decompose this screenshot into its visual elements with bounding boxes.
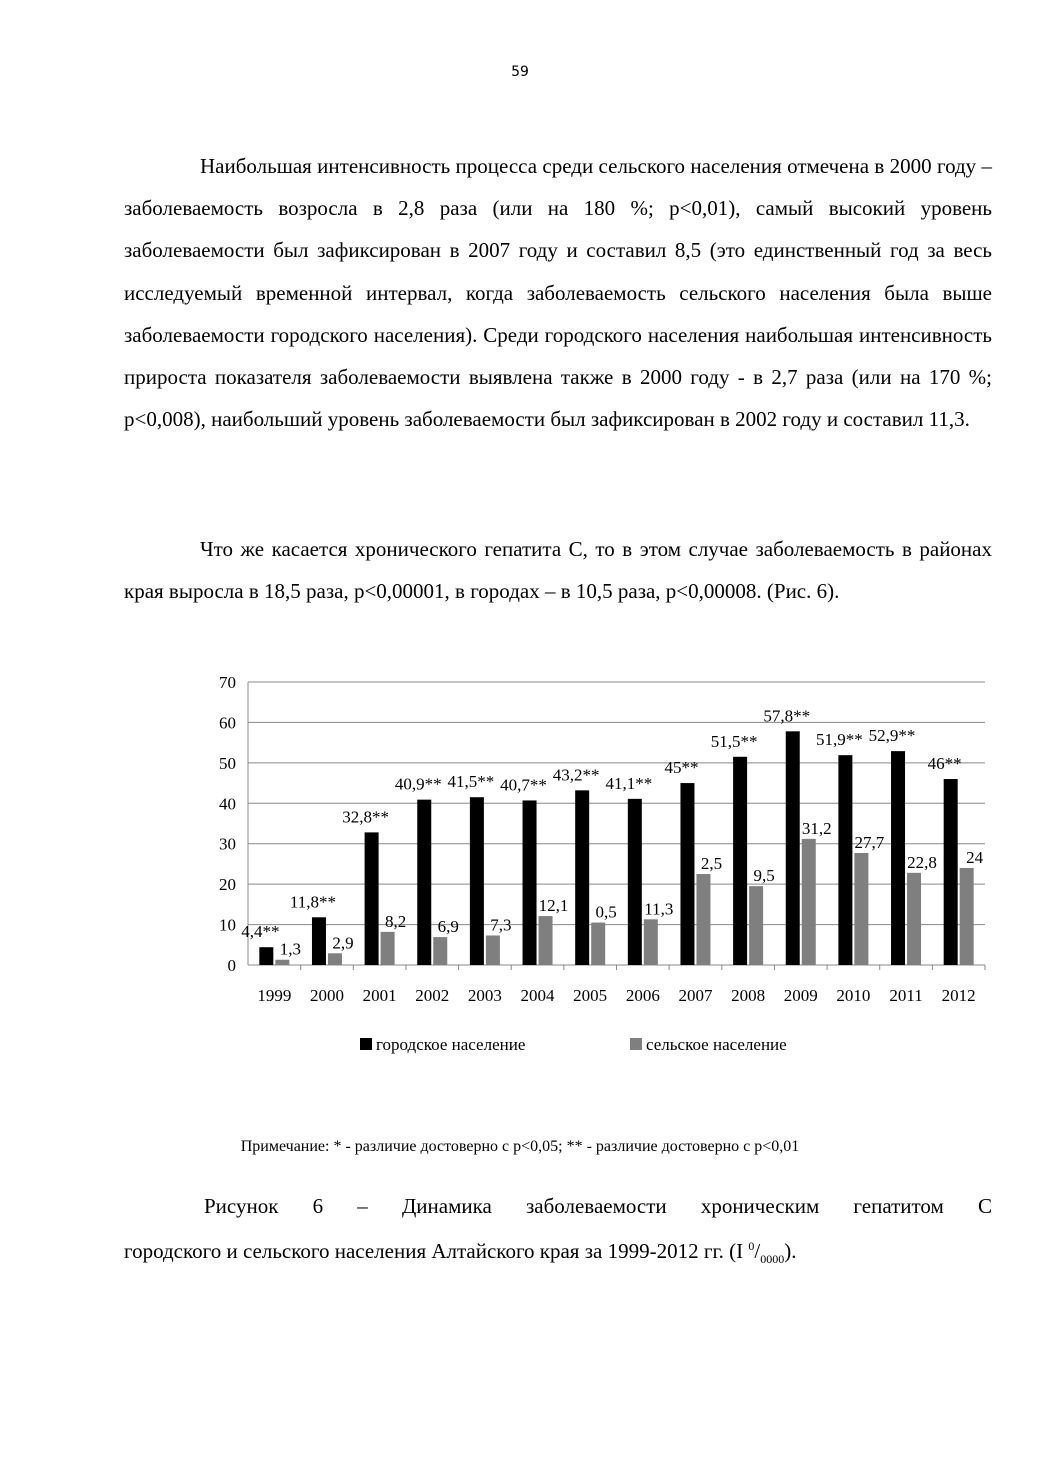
y-tick-label-50: 50 xyxy=(219,753,236,773)
x-tick-label-2006: 2006 xyxy=(625,986,660,1005)
caption-sub: 0000 xyxy=(760,1252,785,1267)
bar-urban-2003 xyxy=(470,797,484,965)
data-label-urban-2012: 46** xyxy=(927,754,962,774)
x-tick-label-2000: 2000 xyxy=(309,986,344,1005)
bar-urban-1999 xyxy=(259,947,273,965)
data-label-urban-2001: 32,8** xyxy=(342,807,389,827)
data-label-rural-2011: 22,8 xyxy=(907,852,937,872)
y-tick-label-20: 20 xyxy=(219,875,236,895)
data-label-urban-2003: 41,5** xyxy=(447,772,495,792)
data-label-rural-2005: 0,5 xyxy=(595,902,617,922)
bar-rural-2003 xyxy=(486,935,500,965)
y-tick-label-10: 10 xyxy=(219,915,236,935)
data-label-rural-2008: 9,5 xyxy=(753,866,775,886)
page-number: 59 xyxy=(511,64,529,80)
x-tick-label-2002: 2002 xyxy=(415,986,450,1005)
paragraph-2-text: Что же касается хронического гепатита С, то в этом случае заболеваемость в районах края выросла в 18,5 раза, p<0,00001, в городах – в 10,5 раза, p<0,00008. (Рис. 6). xyxy=(124,537,992,604)
caption-line-1: Рисунок 6 – Динамика заболеваемости хроническим гепатитом С xyxy=(204,1194,992,1218)
data-label-rural-2004: 12,1 xyxy=(538,896,569,916)
data-label-urban-2000: 11,8** xyxy=(289,892,337,912)
data-label-rural-1999: 1,3 xyxy=(279,939,301,959)
x-tick-label-1999: 1999 xyxy=(257,986,292,1005)
data-label-rural-2012: 24 xyxy=(966,847,984,867)
data-label-rural-2000: 2,9 xyxy=(332,933,354,953)
bar-urban-2004 xyxy=(523,800,537,965)
bar-rural-1999 xyxy=(275,960,289,965)
bar-urban-2009 xyxy=(786,731,800,965)
y-tick-label-30: 30 xyxy=(219,834,236,854)
y-tick-label-70: 70 xyxy=(219,673,236,692)
data-label-rural-2002: 6,9 xyxy=(437,917,459,937)
paragraph-1 xyxy=(124,145,992,440)
bar-rural-2012 xyxy=(960,868,974,965)
bar-rural-2009 xyxy=(802,839,816,965)
chart-note: Примечание: * - различие достоверно с р<0,05; ** - различие достоверно с р<0,01 xyxy=(240,1138,800,1155)
bar-rural-2008 xyxy=(749,886,763,965)
x-tick-label-2007: 2007 xyxy=(678,986,713,1005)
x-tick-label-2012: 2012 xyxy=(941,986,976,1005)
legend-swatch-rural xyxy=(630,1038,642,1050)
bar-urban-2011 xyxy=(891,751,905,965)
bar-rural-2000 xyxy=(328,953,342,965)
legend-swatch-urban xyxy=(360,1038,372,1050)
data-label-urban-2010: 51,9** xyxy=(816,730,863,750)
x-tick-label-2005: 2005 xyxy=(573,986,608,1005)
data-label-urban-2004: 40,7** xyxy=(500,775,547,795)
bar-urban-2008 xyxy=(733,757,747,965)
data-label-urban-2011: 52,9** xyxy=(868,726,916,746)
bar-urban-2010 xyxy=(838,755,852,965)
bar-urban-2012 xyxy=(944,779,958,965)
data-label-urban-2009: 57,8** xyxy=(763,706,811,726)
legend-label-urban: городское население xyxy=(376,1035,526,1054)
legend-label-rural: сельское население xyxy=(646,1035,787,1054)
y-tick-label-0: 0 xyxy=(227,956,236,975)
x-tick-label-2003: 2003 xyxy=(467,986,502,1005)
bar-urban-2001 xyxy=(365,832,379,965)
bar-urban-2007 xyxy=(680,783,694,965)
x-tick-label-2001: 2001 xyxy=(362,986,397,1005)
data-label-urban-2005: 43,2** xyxy=(552,765,600,785)
caption-line-2-text: городского и сельского населения Алтайского края за 1999-2012 гг. (I xyxy=(124,1239,744,1263)
paragraph-1-text: Наибольшая интенсивность процесса среди сельского населения отмечена в 2000 году – заболеваемость возросла в 2,8 раза (или на 180 %; p<0,01), самый высокий уровень заболеваемости был зафиксирован в 2007 году и составил 8,5 (это единственный год за весь исследуемый временной интервал, когда заболеваемость сельского населения была выше заболеваемости городского населения). Среди городского населения наибольшая интенсивность прироста показателя заболеваемости выявлена также в 2000 году - в 2,7 раза (или на 170 %; p<0,008), наибольший уровень заболеваемости был зафиксирован в 2002 году и составил 11,3. xyxy=(124,154,992,432)
paragraph-2 xyxy=(124,528,992,612)
caption-sep: / xyxy=(754,1239,761,1263)
x-tick-label-2004: 2004 xyxy=(520,986,555,1005)
data-label-urban-2007: 45** xyxy=(664,758,699,778)
data-label-urban-2006: 41,1** xyxy=(605,773,653,793)
bar-rural-2004 xyxy=(539,916,553,965)
data-label-rural-2009: 31,2 xyxy=(801,818,832,838)
bar-rural-2005 xyxy=(591,923,605,965)
data-label-urban-2002: 40,9** xyxy=(394,774,442,794)
bar-rural-2010 xyxy=(854,853,868,965)
figure-caption xyxy=(124,1186,992,1279)
data-label-rural-2007: 2,5 xyxy=(700,854,723,874)
x-tick-label-2011: 2011 xyxy=(889,986,923,1005)
data-label-rural-2001: 8,2 xyxy=(384,911,407,931)
x-tick-label-2010: 2010 xyxy=(836,986,871,1005)
bar-rural-2001 xyxy=(381,932,395,965)
caption-line-2 xyxy=(124,1226,992,1279)
data-label-rural-2010: 27,7 xyxy=(854,833,885,853)
caption-sup: 0 xyxy=(748,1239,755,1253)
data-label-urban-1999: 4,4** xyxy=(241,922,280,942)
bar-rural-2011 xyxy=(907,873,921,965)
bar-chart xyxy=(200,668,1000,1068)
x-tick-label-2008: 2008 xyxy=(731,986,766,1005)
caption-close: ). xyxy=(784,1239,797,1263)
y-tick-label-40: 40 xyxy=(219,794,236,814)
data-label-rural-2006: 11,3 xyxy=(644,899,674,919)
bar-urban-2002 xyxy=(417,800,431,965)
bar-rural-2002 xyxy=(433,937,447,965)
data-label-rural-2003: 7,3 xyxy=(490,915,512,935)
data-label-urban-2008: 51,5** xyxy=(710,731,758,751)
bar-urban-2006 xyxy=(628,799,642,965)
bar-rural-2007 xyxy=(696,874,710,965)
x-tick-label-2009: 2009 xyxy=(783,986,818,1005)
y-tick-label-60: 60 xyxy=(219,713,236,733)
bar-rural-2006 xyxy=(644,919,658,965)
bar-urban-2000 xyxy=(312,917,326,965)
bar-urban-2005 xyxy=(575,790,589,965)
